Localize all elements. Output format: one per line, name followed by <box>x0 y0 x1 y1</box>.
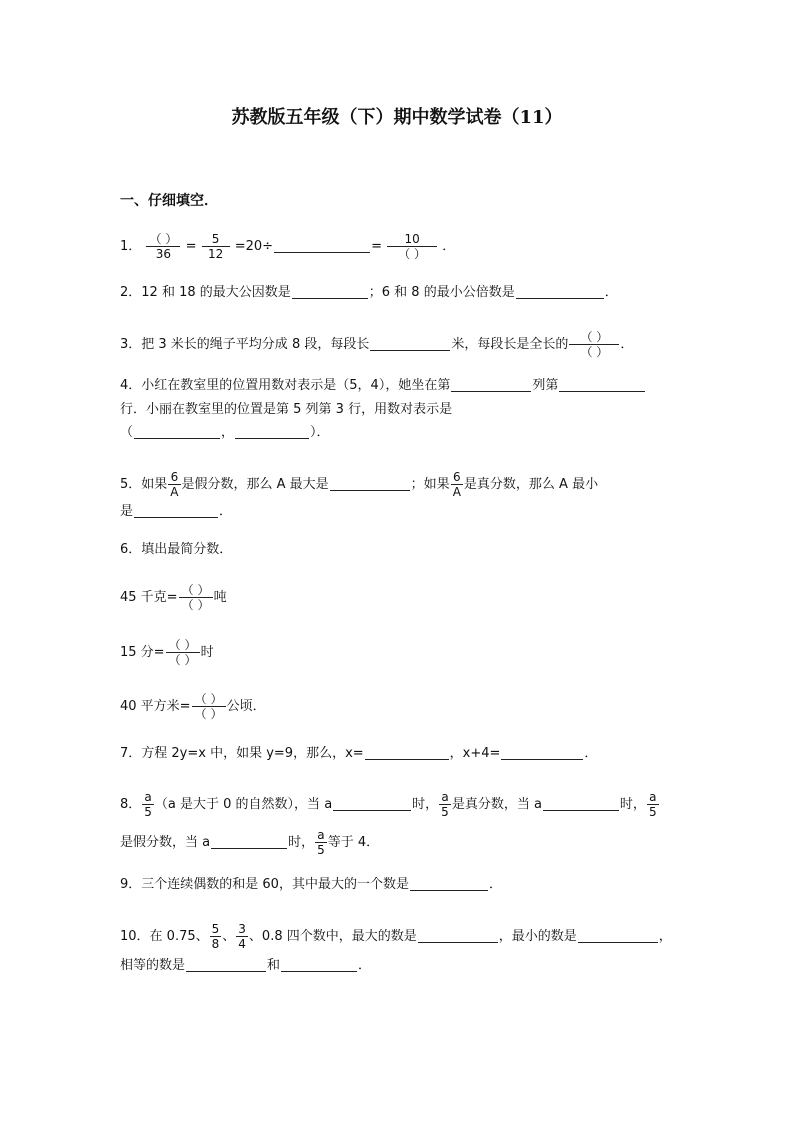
fraction: $\frac{5}{12}$ <box>202 232 230 261</box>
question-5-line1 <box>120 470 598 499</box>
answer-blank[interactable] <box>211 834 287 849</box>
question-end: ． <box>358 958 372 973</box>
question-end: ． <box>488 877 502 892</box>
question-text: 10．在 0.75、 <box>120 929 209 944</box>
question-6-item3 <box>120 692 266 721</box>
question-6-item2 <box>120 638 214 667</box>
fraction: $\frac{a}{5}$ <box>648 790 657 819</box>
answer-blank[interactable] <box>418 928 498 943</box>
question-end: ． <box>584 746 598 761</box>
question-1 <box>120 232 455 261</box>
question-text: ， <box>658 929 672 944</box>
separator: 、 <box>222 929 236 944</box>
answer-blank[interactable] <box>501 745 583 760</box>
question-text: 是真分数，当 a <box>451 797 542 812</box>
answer-blank[interactable] <box>578 928 658 943</box>
answer-blank[interactable] <box>281 957 357 972</box>
answer-blank[interactable] <box>274 238 370 253</box>
division-text: =20÷ <box>234 239 274 254</box>
unit-text: 吨 <box>213 590 227 605</box>
fraction: $\frac{3}{4}$ <box>238 922 246 951</box>
fraction: $\frac{10}{( )}$ <box>387 232 437 261</box>
fraction: $\frac{5}{8}$ <box>211 922 220 951</box>
section-heading: 一、仔细填空． <box>120 193 218 209</box>
question-text: 15 分= <box>120 645 165 660</box>
question-text: 和 <box>267 958 281 973</box>
answer-blank[interactable] <box>134 424 220 439</box>
question-text: 相等的数是 <box>120 958 186 973</box>
question-6-title: 6．填出最简分数． <box>120 542 233 557</box>
question-number: 8． <box>120 797 142 812</box>
question-text: 3．把 3 米长的绳子平均分成 8 段，每段长 <box>120 337 370 352</box>
question-text: 时， <box>288 835 315 850</box>
answer-blank[interactable] <box>370 336 450 351</box>
question-text: 时， <box>412 797 439 812</box>
unit-text: 时 <box>200 645 214 660</box>
question-9 <box>120 876 502 894</box>
question-end: 等于 4． <box>327 835 380 850</box>
question-text: 是 <box>120 504 134 519</box>
question-text: 2．12 和 18 的最大公因数是 <box>120 285 291 300</box>
question-text: 是假分数，当 a <box>120 835 211 850</box>
fraction: $\frac{a}{5}$ <box>441 790 449 819</box>
comma: ， <box>221 425 235 440</box>
question-10-line1 <box>120 922 672 951</box>
question-text: 45 千克= <box>120 590 178 605</box>
fraction: $\frac{( )}{( )}$ <box>569 330 619 359</box>
question-text: 4．小红在教室里的位置用数对表示是（5，4），她坐在第 <box>120 378 451 393</box>
question-number: 1． <box>120 239 142 254</box>
fraction: $\frac{a}{5}$ <box>144 790 152 819</box>
question-text: （a 是大于 0 的自然数），当 a <box>154 797 333 812</box>
question-end: ． <box>604 285 618 300</box>
question-text: 5．如果 <box>120 477 168 492</box>
answer-blank[interactable] <box>333 796 411 811</box>
question-4-line1 <box>120 377 646 395</box>
question-8-line2 <box>120 828 379 857</box>
fraction: $\frac{( )}{( )}$ <box>179 583 213 612</box>
question-text: 米，每段长是全长的 <box>451 337 569 352</box>
answer-blank[interactable] <box>543 796 619 811</box>
question-end: ． <box>620 337 634 352</box>
question-text: 40 平方米= <box>120 699 191 714</box>
question-end: ． <box>442 239 456 254</box>
question-text: 列第 <box>532 378 559 393</box>
answer-blank[interactable] <box>186 957 266 972</box>
fraction: $\frac{( )}{( )}$ <box>192 692 226 721</box>
answer-blank[interactable] <box>235 424 309 439</box>
question-text: ；如果 <box>410 477 450 492</box>
question-3 <box>120 330 633 359</box>
fraction: $\frac{6}{A}$ <box>170 470 179 499</box>
answer-blank[interactable] <box>410 876 488 891</box>
question-10-line2 <box>120 957 371 975</box>
answer-blank[interactable] <box>559 377 645 392</box>
question-7 <box>120 745 597 763</box>
equals-sign: = <box>185 239 197 254</box>
question-text: 、0.8 四个数中，最大的数是 <box>248 929 417 944</box>
answer-blank[interactable] <box>365 745 449 760</box>
answer-blank[interactable] <box>451 377 531 392</box>
answer-blank[interactable] <box>292 284 368 299</box>
answer-blank[interactable] <box>330 476 410 491</box>
question-text: 是真分数，那么 A 最小 <box>463 477 599 492</box>
question-text: 7．方程 2y=x 中，如果 y=9，那么，x= <box>120 746 364 761</box>
question-end: ． <box>219 504 233 519</box>
question-2 <box>120 284 618 302</box>
question-6-item1 <box>120 583 227 612</box>
question-4-line3 <box>120 424 330 442</box>
equals-sign: = <box>371 239 382 254</box>
question-text: ，x+4= <box>449 746 501 761</box>
exam-title: 苏教版五年级（下）期中数学试卷（11） <box>231 107 563 128</box>
question-text: ；6 和 8 的最小公倍数是 <box>368 285 515 300</box>
question-text: ，最小的数是 <box>498 929 577 944</box>
fraction: $\frac{( )}{( )}$ <box>166 638 200 667</box>
paren-open: （ <box>120 425 134 440</box>
question-text: 是假分数，那么 A 最大是 <box>181 477 329 492</box>
question-text: 时， <box>619 797 646 812</box>
question-4-line2: 行．小丽在教室里的位置是第 5 列第 3 行，用数对表示是 <box>120 402 453 417</box>
question-8-line1 <box>120 790 660 819</box>
question-text: 9．三个连续偶数的和是 60，其中最大的一个数是 <box>120 877 409 892</box>
answer-blank[interactable] <box>134 503 218 518</box>
question-5-line2 <box>120 503 232 521</box>
paren-close: ）． <box>310 425 330 440</box>
fraction: $\frac{( )}{36}$ <box>146 232 180 261</box>
fraction: $\frac{6}{A}$ <box>452 470 461 499</box>
answer-blank[interactable] <box>516 284 604 299</box>
unit-text: 公顷． <box>226 699 266 714</box>
fraction: $\frac{a}{5}$ <box>317 828 325 857</box>
